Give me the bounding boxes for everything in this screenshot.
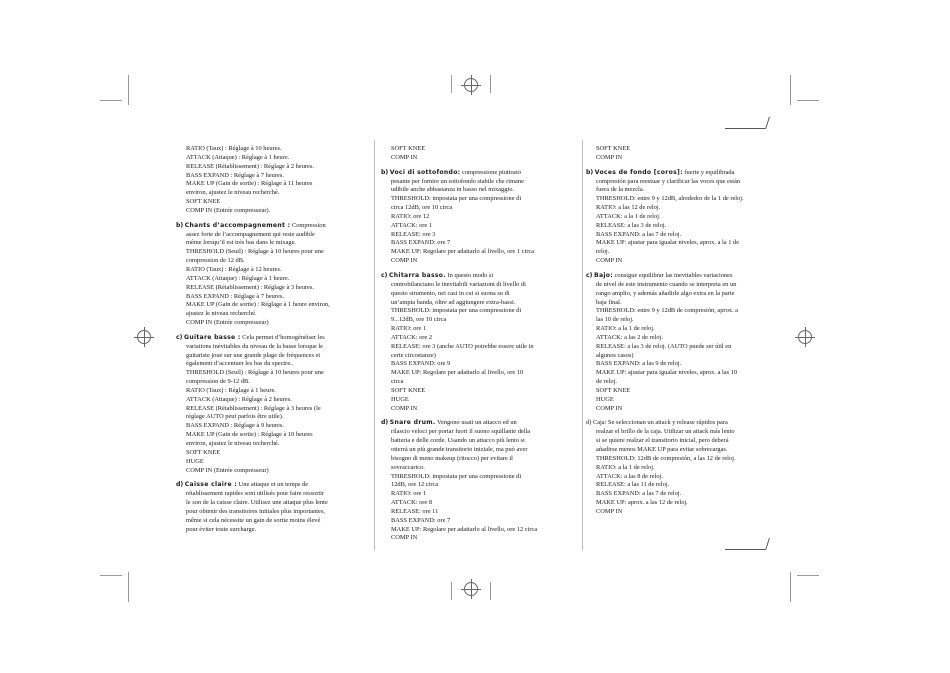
line-text: ATTACK (Attaque) : Réglage à 1 heure.	[186, 274, 290, 282]
text-line	[381, 526, 537, 535]
page-rule-tick	[765, 117, 770, 129]
text-line	[381, 352, 537, 361]
text-line	[381, 154, 537, 163]
section-letter: d)	[586, 419, 592, 427]
text-line	[176, 172, 330, 181]
line-text: Une attaque et un temps de	[237, 481, 309, 489]
text-line	[586, 481, 744, 490]
section-heading: Chitarra basso.	[389, 271, 446, 279]
line-text: COMP IN	[391, 404, 418, 412]
line-text: rétablissement rapides sont utilisés pour faire ressortir	[186, 490, 325, 498]
line-text: Cela permet d’homogénéiser les	[240, 333, 325, 341]
line-text: reloj.	[596, 248, 610, 256]
line-text: HUGE	[391, 395, 409, 403]
text-line	[176, 378, 330, 387]
section-heading-line	[586, 272, 744, 281]
text-line	[586, 248, 744, 257]
text-line	[586, 352, 744, 361]
column-divider	[582, 140, 583, 550]
text-line	[176, 145, 330, 154]
line-text: SOFT KNEE	[391, 386, 426, 394]
text-line	[586, 334, 744, 343]
line-text: COMP IN	[596, 257, 623, 265]
text-line	[381, 299, 537, 308]
text-line	[381, 343, 537, 352]
line-text: RELEASE: a las 3 de reloj. (AUTO puede ser útil en	[596, 342, 732, 350]
line-text: MAKE UP: ajustar para igualar niveles, aprox. a las 10	[596, 369, 738, 377]
crop-mark	[100, 100, 122, 101]
line-text: pour éviter toute surcharge.	[186, 525, 257, 533]
section-heading: Caisse claire :	[184, 481, 238, 489]
text-line	[586, 231, 744, 240]
text-line	[381, 231, 537, 240]
text-line	[176, 198, 330, 207]
line-text: BASS EXPAND: a las 9 de reloj.	[596, 360, 682, 368]
text-line	[586, 325, 744, 334]
text-line	[176, 319, 330, 328]
line-text: ATTACK: a las 2 de reloj.	[596, 333, 663, 341]
line-text: BASS EXPAND: ore 7	[391, 516, 451, 524]
text-line	[176, 284, 330, 293]
line-text: rango amplio, y además añadirle algo extra en la parte	[596, 289, 735, 297]
section-heading-line	[176, 481, 330, 490]
text-line	[381, 213, 537, 222]
text-line	[381, 290, 537, 299]
text-line	[381, 334, 537, 343]
line-text: RELEASE: ore 11	[391, 507, 439, 515]
text-line	[381, 204, 537, 213]
line-text: de reloj.	[596, 378, 617, 386]
section-letter: c)	[381, 271, 388, 279]
text-line	[381, 405, 537, 414]
line-text: questo strumento, nei casi in cui si suona su di	[391, 289, 510, 297]
text-line	[176, 467, 330, 476]
section-heading: Voces de fondo [coros]:	[594, 168, 683, 176]
line-text: ATTACK (Attaque) : Réglage à 1 heure.	[186, 153, 290, 161]
line-text: environ, ajustez le niveau recherché.	[186, 189, 280, 197]
text-line	[176, 422, 330, 431]
line-text: THRESHOLD: 12dB de compresión, a las 12 de reloj.	[596, 454, 736, 462]
line-text: COMP IN	[596, 153, 623, 161]
crop-mark	[790, 572, 791, 602]
line-text: udibile anche abbastanza in basso nel mixaggio.	[391, 186, 514, 194]
text-line	[381, 396, 537, 405]
section-letter: c)	[586, 271, 593, 279]
text-line	[176, 310, 330, 319]
line-text: assez forte de l’accompagnement qui reste audible	[186, 230, 315, 238]
line-text: de nivel de este instrumento cuando se interpreta en un	[596, 280, 737, 288]
page-rule	[725, 128, 765, 129]
line-text: COMP IN (Entrée compresseur)	[186, 319, 269, 327]
line-text: circa 12dB, ore 10 circa	[391, 204, 453, 212]
line-text: SOFT KNEE	[186, 448, 221, 456]
line-text: Caja: Se seleccionan un attack y release rápidos para	[592, 419, 728, 427]
text-line	[176, 180, 330, 189]
text-line	[381, 517, 537, 526]
text-line	[586, 154, 744, 163]
text-line	[176, 231, 330, 240]
line-text: RELEASE: a las 3 de reloj.	[596, 221, 667, 229]
text-line	[176, 207, 330, 216]
column-spanish	[586, 145, 744, 517]
text-line	[586, 396, 744, 405]
line-text: BASS EXPAND: ore 9	[391, 360, 451, 368]
line-text: COMP IN	[596, 507, 623, 515]
line-text: ATTACK: ore 2	[391, 333, 433, 341]
section-heading: Voci di sottofondo:	[389, 168, 461, 176]
line-text: même lorsqu’il est très bas dans le mixage.	[186, 239, 297, 247]
line-text: Compression	[290, 221, 326, 229]
line-text: THRESHOLD (Seuil) : Réglage à 10 heures pour une	[186, 248, 324, 256]
text-line	[381, 145, 537, 154]
line-text: MAKE UP (Gain de sortie) : Réglage à 1 heure environ,	[186, 301, 330, 309]
line-text: RATIO: ore 1	[391, 325, 427, 333]
text-line	[176, 396, 330, 405]
line-text: RATIO (Taux) : Réglage à 1 heure.	[186, 386, 276, 394]
section-heading-line	[381, 272, 537, 281]
line-text: COMP IN	[391, 534, 418, 542]
text-line	[381, 446, 537, 455]
text-line	[586, 222, 744, 231]
text-line	[381, 360, 537, 369]
text-line	[176, 499, 330, 508]
line-text: realzar el brillo de la caja. Utilizar un attack más lento	[596, 428, 735, 436]
text-line	[176, 413, 330, 422]
crop-mark	[797, 575, 819, 576]
text-line	[381, 437, 537, 446]
text-line	[586, 257, 744, 266]
line-text: COMP IN	[596, 404, 623, 412]
text-line	[381, 316, 537, 325]
registration-mark-icon	[137, 330, 151, 344]
line-text: MAKE UP: Regolare per adattarlo al livello, ore 10	[391, 369, 524, 377]
line-text: RATIO: a la 1 de reloj.	[596, 463, 655, 471]
line-text: In questo modo si	[445, 271, 494, 279]
line-text: RELEASE (Rétablissement) : Réglage à 3 heures.	[186, 283, 314, 291]
text-line	[381, 369, 537, 378]
line-text: MAKE UP (Gain de sortie) : Réglage à 11 heures	[186, 180, 313, 188]
page-rule	[725, 549, 765, 550]
section-heading-line	[381, 169, 537, 178]
line-text: compressione piuttosto	[460, 168, 522, 176]
section-heading-line	[381, 419, 537, 428]
text-line	[381, 257, 537, 266]
text-line	[586, 316, 744, 325]
text-line	[176, 293, 330, 302]
text-line	[586, 490, 744, 499]
text-line	[586, 204, 744, 213]
line-text: MAKE UP: Regolare per adattarlo al livello, ore 1 circa	[391, 248, 535, 256]
line-text: environ, ajustez le niveau recherché.	[186, 440, 280, 447]
text-line	[176, 154, 330, 163]
line-text: ajustez le niveau recherché.	[186, 310, 257, 318]
text-line	[586, 186, 744, 195]
text-line	[586, 378, 744, 387]
line-text: même si cela nécessite un gain de sortie moins élevé	[186, 516, 321, 524]
line-text: pesante per fornire un sottofondo stabile che rimane	[391, 177, 524, 185]
text-line	[176, 239, 330, 248]
line-text: également d’accentuer les bas du spectre..	[186, 360, 294, 368]
text-line	[176, 301, 330, 310]
text-line	[586, 307, 744, 316]
line-text: RELEASE (Rétablissement) : Réglage à 3 heures (le	[186, 404, 321, 412]
line-text: pour obtenir des transitoires initiales plus importantes,	[186, 507, 325, 515]
line-text: RATIO: ore 1	[391, 490, 427, 498]
text-line	[176, 431, 330, 440]
line-text: THRESHOLD: entre 9 y 12dB, alrededor de la 1 de reloj.	[596, 195, 744, 203]
text-line	[176, 449, 330, 458]
text-line	[381, 473, 537, 482]
line-text: RELEASE (Rétablissement) : Réglage à 2 heures.	[186, 162, 314, 170]
text-line	[381, 307, 537, 316]
line-text: ATTACK: a las 8 de reloj.	[596, 472, 663, 480]
line-text: si se quiere realzar el transitorio inicial, pero deberá	[596, 437, 729, 445]
text-line	[586, 405, 744, 414]
line-text: COMP IN (Entrée compresseur)	[186, 466, 269, 474]
text-line	[176, 248, 330, 257]
line-text: SOFT KNEE	[596, 386, 631, 394]
line-text: RATIO: a la 1 de reloj.	[596, 325, 655, 333]
line-text: HUGE	[186, 457, 204, 465]
section-letter: b)	[586, 168, 594, 176]
line-text: bisogno di meno makeup (ritocco) per evitare il	[391, 454, 513, 462]
line-text: RATIO (Taux) : Réglage à 10 heures.	[186, 145, 282, 152]
text-line	[176, 517, 330, 526]
line-text: SOFT KNEE	[596, 145, 631, 152]
line-text: las 10 de reloj.	[596, 316, 634, 324]
line-text: batteria e delle corde. Usando un attacco più lento si	[391, 437, 525, 445]
text-line	[176, 508, 330, 517]
section-heading: Bajo:	[594, 271, 613, 279]
text-line	[381, 499, 537, 508]
line-text: certe circostanze)	[391, 351, 436, 359]
text-line	[586, 455, 744, 464]
text-line	[176, 189, 330, 198]
line-text: baja final.	[596, 298, 622, 306]
text-line	[176, 163, 330, 172]
line-text: COMP IN (Entrée compresseur).	[186, 206, 271, 214]
line-text: THRESHOLD: impostata per una compressione di	[391, 472, 522, 480]
crop-mark	[451, 582, 452, 600]
line-text: añadirse menos MAKE UP para evitar sobrecargas.	[596, 446, 728, 453]
text-line	[586, 213, 744, 222]
line-text: le son de la caisse claire. Utilisez une attaque plus lente	[186, 499, 328, 507]
section-heading-line	[586, 419, 744, 428]
text-line	[176, 343, 330, 352]
line-text: BASS EXPAND : Réglage à 7 heures.	[186, 292, 284, 300]
line-text: otterrà un più grande transitorio iniziale, ma può aver	[391, 446, 528, 453]
line-text: MAKE UP: ajustar para igualar niveles, aprox. a la 1 de	[596, 239, 740, 247]
text-line	[176, 490, 330, 499]
text-line	[381, 464, 537, 473]
line-text: compresión para reestuar y clarificar las voces que están	[596, 177, 741, 185]
line-text: SOFT KNEE	[186, 198, 221, 206]
line-text: algunos casos)	[596, 351, 634, 359]
text-line	[586, 145, 744, 154]
line-text: BASS EXPAND: a las 7 de reloj.	[596, 230, 682, 238]
page-rule-tick	[765, 538, 770, 550]
text-line	[381, 325, 537, 334]
text-line	[176, 387, 330, 396]
section-heading-line	[176, 222, 330, 231]
section-heading-line	[176, 334, 330, 343]
text-line	[586, 387, 744, 396]
line-text: THRESHOLD: entre 9 y 12dB de compresión, aprox. a	[596, 307, 738, 315]
line-text: 12dB, ore 12 circa	[391, 481, 439, 489]
line-text: RATIO: a las 12 de reloj.	[596, 204, 661, 212]
crop-mark	[451, 75, 452, 93]
text-line	[586, 428, 744, 437]
text-line	[381, 248, 537, 257]
text-line	[381, 508, 537, 517]
line-text: THRESHOLD (Seuil) : Réglage à 10 heures pour une	[186, 369, 324, 377]
text-line	[586, 464, 744, 473]
crop-mark	[797, 100, 819, 101]
text-line	[586, 499, 744, 508]
line-text: SOFT KNEE	[391, 145, 426, 152]
text-line	[381, 481, 537, 490]
line-text: THRESHOLD: impostata per una compressione di	[391, 195, 522, 203]
text-line	[176, 266, 330, 275]
line-text: compression de 12 dB.	[186, 257, 245, 265]
column-italian	[381, 145, 537, 543]
text-line	[176, 275, 330, 284]
line-text: ATTACK: ore 1	[391, 221, 433, 229]
line-text: BASS EXPAND : Réglage à 7 heures.	[186, 171, 284, 179]
text-line	[381, 387, 537, 396]
line-text: MAKE UP: Regolare per adattarlo al livello, ore 12 circa	[391, 525, 538, 533]
line-text: variations inévitables du niveau de la basse lorsque le	[186, 342, 324, 350]
text-line	[176, 405, 330, 414]
line-text: fuera de la mezcla.	[596, 186, 645, 194]
line-text: COMP IN	[391, 153, 418, 161]
line-text: consigue equilibrar las inevitables variaciones	[613, 271, 733, 279]
line-text: RELEASE: ore 3 (anche AUTO potrebbe essere utile in	[391, 342, 534, 350]
line-text: 9...12dB, ore 10 circa	[391, 316, 447, 324]
crop-mark	[128, 75, 129, 105]
text-line	[586, 343, 744, 352]
line-text: RATIO: ore 12	[391, 212, 430, 220]
line-text: un’ampia banda, oltre ad aggiungere extra-bassi.	[391, 298, 516, 306]
text-line	[586, 281, 744, 290]
section-letter: d)	[381, 419, 389, 427]
section-heading-line	[586, 169, 744, 178]
text-line	[586, 290, 744, 299]
line-text: réglage AUTO peut parfois être utile).	[186, 413, 284, 421]
line-text: guitariste joue sur une grande plage de fréquences et	[186, 351, 321, 359]
text-line	[381, 178, 537, 187]
registration-mark-icon	[798, 330, 812, 344]
text-line	[381, 195, 537, 204]
registration-mark-icon	[464, 582, 478, 596]
text-line	[176, 458, 330, 467]
text-line	[381, 534, 537, 543]
text-line	[381, 428, 537, 437]
line-text: THRESHOLD: impostata per una compressione di	[391, 307, 522, 315]
crop-mark	[100, 575, 122, 576]
text-line	[176, 257, 330, 266]
line-text: BASS EXPAND: ore 7	[391, 239, 451, 247]
text-line	[381, 239, 537, 248]
text-line	[381, 455, 537, 464]
line-text: fuerte y equilibrada	[682, 168, 735, 176]
line-text: MAKE UP: aprox. a las 12 de reloj.	[596, 499, 688, 507]
line-text: RATIO (Taux) : Réglage à 12 heures.	[186, 265, 282, 273]
crop-mark	[490, 582, 491, 600]
text-line	[381, 490, 537, 499]
line-text: RELEASE: ore 3	[391, 230, 436, 238]
text-line	[176, 369, 330, 378]
text-line	[586, 508, 744, 517]
column-divider	[374, 140, 375, 550]
line-text: HUGE	[596, 395, 614, 403]
line-text: Vengono usati un attacco ed un	[435, 419, 517, 427]
text-line	[176, 440, 330, 449]
line-text: BASS EXPAND: a las 7 de reloj.	[596, 490, 682, 498]
text-line	[586, 195, 744, 204]
line-text: RELEASE: a las 11 de reloj.	[596, 481, 670, 489]
line-text: BASS EXPAND : Réglage à 9 heures.	[186, 422, 284, 430]
text-line	[586, 178, 744, 187]
line-text: rilascio veloci per portar fuori il suono squillante della	[391, 428, 531, 436]
section-letter: d)	[176, 481, 184, 489]
section-letter: b)	[381, 168, 389, 176]
crop-mark	[490, 75, 491, 93]
text-line	[586, 360, 744, 369]
text-line	[586, 299, 744, 308]
section-letter: c)	[176, 333, 183, 341]
text-line	[176, 360, 330, 369]
text-line	[381, 378, 537, 387]
registration-mark-icon	[464, 78, 478, 92]
crop-mark	[128, 572, 129, 602]
text-line	[176, 352, 330, 361]
line-text: sovraccarico.	[391, 463, 425, 471]
line-text: ATTACK (Attaque) : Réglage à 2 heures.	[186, 395, 292, 403]
column-french	[176, 145, 330, 534]
crop-mark	[790, 75, 791, 105]
line-text: COMP IN	[391, 257, 418, 265]
text-line	[586, 369, 744, 378]
section-heading: Snare drum.	[389, 419, 436, 427]
line-text: circa	[391, 378, 404, 386]
text-line	[176, 526, 330, 535]
text-line	[586, 446, 744, 455]
text-line	[586, 473, 744, 482]
text-line	[381, 186, 537, 195]
line-text: MAKE UP (Gain de sortie) : Réglage à 10 heures	[186, 431, 313, 439]
text-line	[586, 239, 744, 248]
section-heading: Guitare basse :	[184, 333, 241, 341]
line-text: ATTACK: a la 1 de reloj.	[596, 212, 661, 220]
section-letter: b)	[176, 221, 184, 229]
line-text: ATTACK: ore 8	[391, 499, 433, 507]
text-line	[381, 222, 537, 231]
text-line	[381, 281, 537, 290]
section-heading: Chants d’accompagnement :	[184, 221, 291, 229]
text-line	[586, 437, 744, 446]
line-text: compression de 9-12 dB.	[186, 378, 250, 386]
line-text: controbilanciano le inevitabili variazioni di livello di	[391, 280, 526, 288]
